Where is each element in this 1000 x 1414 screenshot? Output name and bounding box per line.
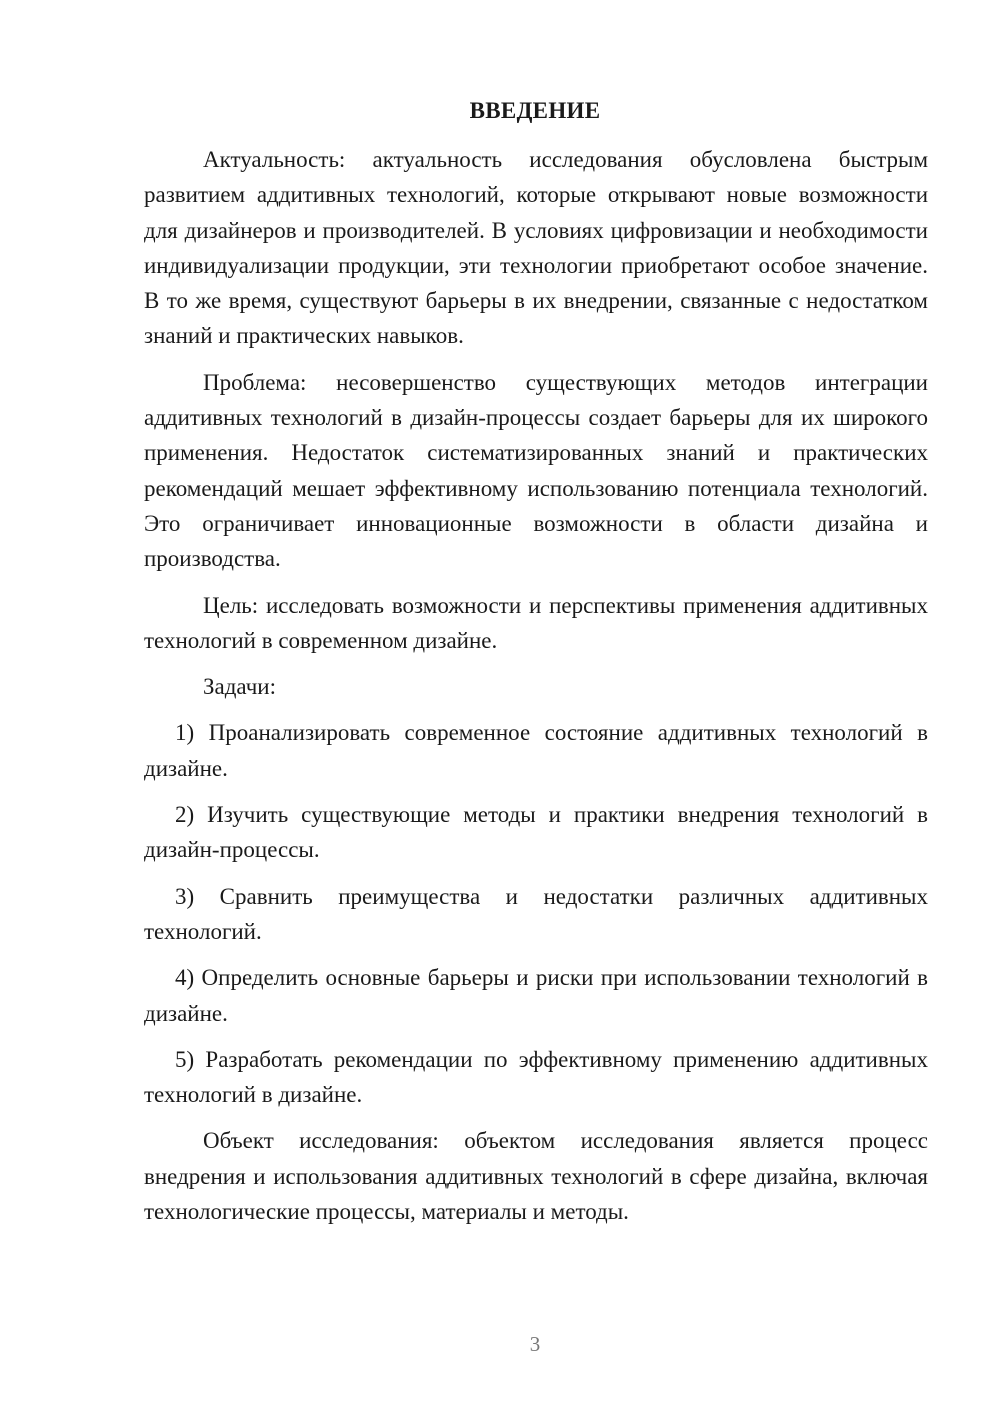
task-item-3: 3) Сравнить преимущества и недостатки различных аддитивных технологий. [144, 883, 928, 944]
paragraph-relevance: Актуальность: актуальность исследования обусловлена быстрым развитием аддитивных технологий, которые открывают новые возможности для дизайнеров и производителей. В условиях цифровизации и необходимости индивидуализации продукции, эти технологии приобретают особое значение. В то же время, существуют барьеры в их внедрении, связанные с недостатком знаний и практических навыков. [144, 147, 928, 349]
task-item-4: 4) Определить основные барьеры и риски при использовании технологий в дизайне. [144, 965, 928, 1026]
page-title: ВВЕДЕНИЕ [469, 98, 601, 123]
task-item-2: 2) Изучить существующие методы и практики внедрения технологий в дизайн-процессы. [144, 802, 928, 863]
task-item-1: 1) Проанализировать современное состояние аддитивных технологий в дизайне. [144, 720, 928, 781]
page-number: 3 [529, 1332, 541, 1356]
document-body [144, 142, 928, 1229]
task-item-5: 5) Разработать рекомендации по эффективному применению аддитивных технологий в дизайне. [144, 1046, 928, 1108]
paragraph-problem: Проблема: несовершенство существующих методов интеграции аддитивных технологий в дизайн-процессы создает барьеры для их широкого применения. Недостаток систематизированных знаний и практических рекомендаций мешает эффективному использованию потенциала технологий. Это ограничивает инновационные возможности в области дизайна и производства. [144, 369, 928, 572]
paragraph-object: Объект исследования: объектом исследования является процесс внедрения и использования аддитивных технологий в сфере дизайна, включая технологические процессы, материалы и методы. [144, 1128, 928, 1225]
paragraph-goal: Цель: исследовать возможности и перспективы применения аддитивных технологий в современном дизайне. [144, 592, 928, 653]
tasks-heading: Задачи: [203, 674, 276, 700]
